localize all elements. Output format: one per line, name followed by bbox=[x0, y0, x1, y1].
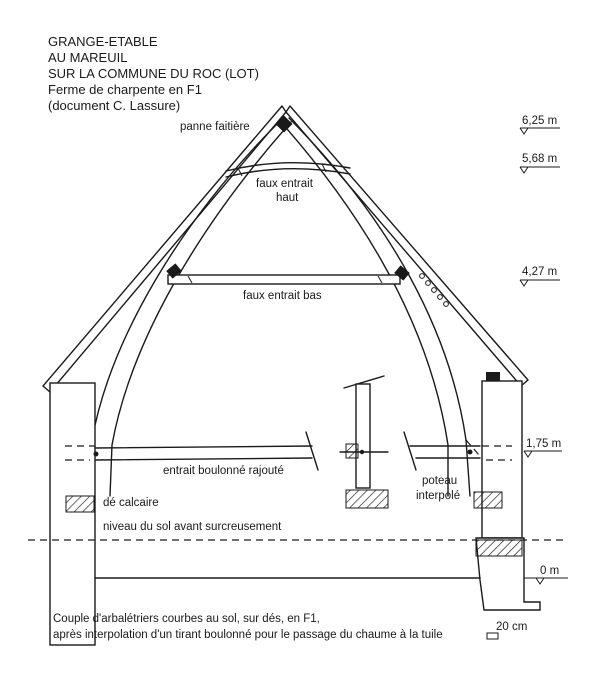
faux-entrait-bas bbox=[168, 275, 400, 284]
caption-line-1: Couple d'arbalétriers courbes au sol, sur dés, en F1, bbox=[53, 613, 320, 625]
title-block bbox=[48, 34, 259, 113]
label-poteau-2: interpolé bbox=[416, 490, 461, 502]
label-de-calcaire: dé calcaire bbox=[103, 497, 159, 509]
roof-covering bbox=[43, 106, 528, 392]
label-faux-entrait-bas: faux entrait bas bbox=[243, 290, 322, 302]
svg-text:1,75 m: 1,75 m bbox=[526, 438, 562, 450]
caption bbox=[53, 613, 443, 641]
label-faux-entrait-haut-2: haut bbox=[276, 192, 299, 204]
scale-label: 20 cm bbox=[496, 621, 528, 633]
title-line-4: Ferme de charpente en F1 bbox=[48, 82, 202, 97]
sabliere-right bbox=[486, 372, 500, 381]
scale-bar bbox=[487, 621, 527, 639]
label-niveau-sol: niveau du sol avant surcreusement bbox=[103, 521, 282, 533]
right-wall-base bbox=[476, 540, 522, 556]
elevation-4-27 bbox=[520, 266, 560, 286]
entrait-boulonne bbox=[65, 432, 512, 470]
title-line-2: AU MAREUIL bbox=[48, 50, 128, 65]
poteau-interpole bbox=[340, 376, 388, 488]
label-panne-faitiere: panne faitière bbox=[180, 121, 250, 133]
left-wall bbox=[50, 383, 95, 645]
svg-text:6,25 m: 6,25 m bbox=[522, 115, 558, 127]
de-calcaire-right bbox=[474, 492, 502, 508]
tile-marks bbox=[420, 274, 449, 307]
label-poteau-1: poteau bbox=[422, 475, 458, 487]
label-faux-entrait-haut-1: faux entrait bbox=[256, 178, 313, 190]
svg-text:0 m: 0 m bbox=[540, 565, 560, 577]
caption-line-2: après interpolation d'un tirant boulonné pour le passage du chaume à la tuile bbox=[53, 629, 443, 641]
poteau-base bbox=[346, 490, 388, 508]
title-line-1: GRANGE-ETABLE bbox=[48, 34, 158, 49]
elevation-markers bbox=[520, 115, 566, 584]
scale-box bbox=[487, 633, 498, 639]
svg-text:4,27 m: 4,27 m bbox=[522, 266, 558, 278]
elevation-5-68 bbox=[520, 153, 560, 173]
de-calcaire-left bbox=[66, 496, 94, 512]
title-line-3: SUR LA COMMUNE DU ROC (LOT) bbox=[48, 66, 259, 81]
faux-entrait-haut bbox=[226, 163, 350, 177]
svg-text:5,68 m: 5,68 m bbox=[522, 153, 558, 165]
elevation-6-25 bbox=[520, 115, 560, 134]
title-line-5: (document C. Lassure) bbox=[48, 98, 181, 113]
label-entrait-boulonne: entrait boulonné rajouté bbox=[163, 465, 284, 477]
elevation-0 bbox=[536, 565, 566, 584]
elevation-1-75 bbox=[524, 438, 562, 457]
curved-rafters bbox=[70, 118, 492, 496]
